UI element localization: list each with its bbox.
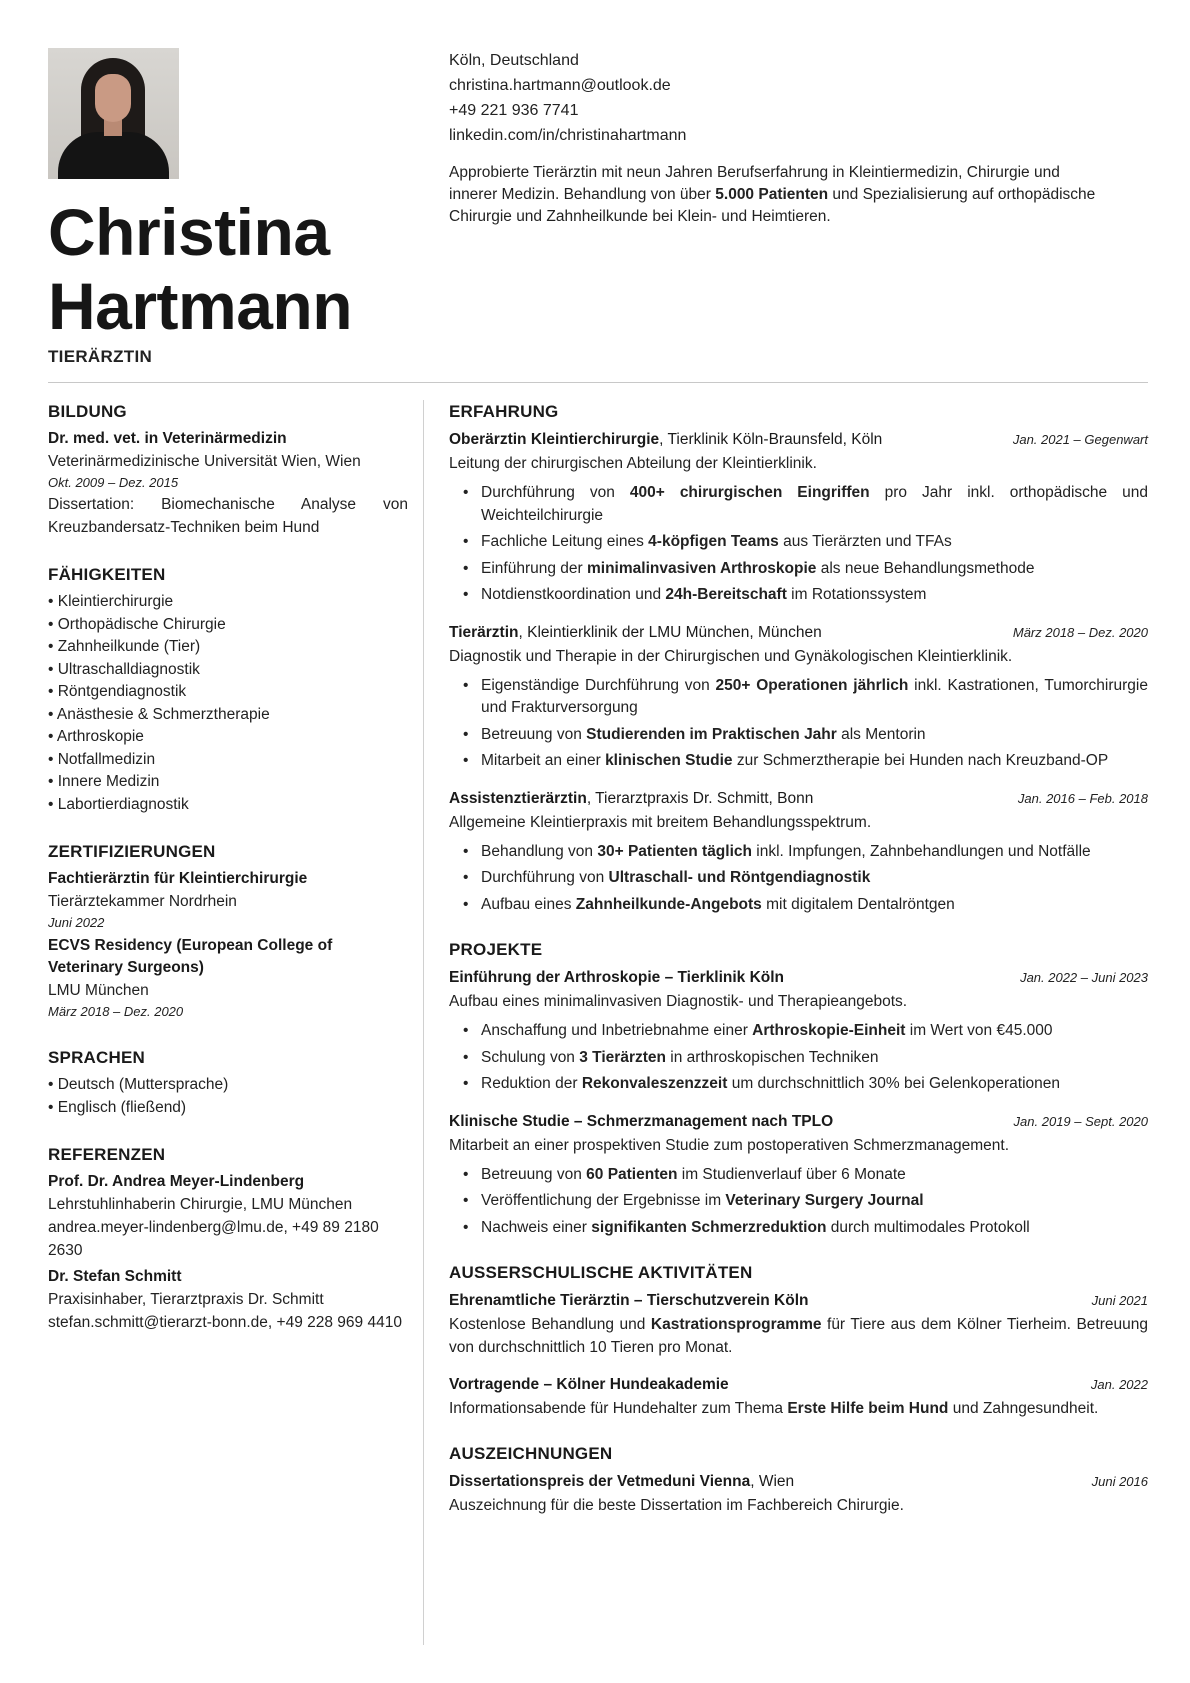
project-entries	[449, 966, 1148, 1239]
text-run: Aufbau eines	[481, 895, 576, 913]
bullet-item	[463, 894, 1148, 917]
bullet-item	[463, 531, 1148, 554]
entry-header	[449, 966, 1148, 990]
entry-bullets	[463, 841, 1148, 917]
entry-role: Tierärztin	[449, 623, 519, 641]
entry-title	[449, 1373, 729, 1397]
highlight-text: 5.000 Patienten	[715, 186, 829, 203]
entry-item	[449, 428, 1148, 607]
section-awards	[449, 1444, 1148, 1517]
entry-date: Juni 2016	[1091, 1474, 1148, 1489]
section-title: PROJEKTE	[449, 940, 543, 959]
header-right	[449, 48, 1149, 228]
entry-date: Juni 2021	[1091, 1293, 1148, 1308]
entry-date: Jan. 2019 – Sept. 2020	[1013, 1113, 1148, 1129]
text-run: für Tiere aus dem Kölner Tierheim. Betreuung von durchschnittlich 10 Tieren pro Monat.	[449, 1316, 1148, 1356]
entry-title	[449, 428, 882, 452]
left-column	[48, 402, 408, 1360]
text-run: Fachliche Leitung eines	[481, 533, 649, 550]
ref-role: Lehrstuhlinhaberin Chirurgie, LMU München	[48, 1196, 353, 1213]
text-run: Informationsabende für Hundehalter zum Thema	[449, 1400, 788, 1417]
highlight-text: Kastrationsprogramme	[650, 1316, 822, 1333]
section-title: AUSSERSCHULISCHE AKTIVITÄTEN	[449, 1263, 753, 1282]
entry-description: Auszeichnung für die beste Dissertation im Fachbereich Chirurgie.	[449, 1497, 904, 1514]
entry-header	[449, 621, 1148, 645]
entry-role: Vortragende – Kölner Hundeakademie	[449, 1376, 729, 1393]
entry-title	[449, 1289, 808, 1313]
highlight-text: klinischen Studie	[605, 752, 733, 769]
section-title: ZERTIFIZIERUNGEN	[48, 842, 216, 861]
entry-bullets	[463, 1164, 1148, 1240]
language-item: • Deutsch (Muttersprache)	[48, 1074, 408, 1097]
entry-header	[449, 1110, 1148, 1134]
entry-title	[449, 966, 784, 990]
entry-header	[449, 1373, 1148, 1397]
entry-header	[449, 1289, 1148, 1313]
text-run: Anschaffung und Inbetriebnahme einer	[481, 1022, 753, 1039]
cert-date: März 2018 – Dez. 2020	[48, 1004, 184, 1019]
text-run: als Mentorin	[836, 725, 926, 743]
entry-bullets	[463, 1020, 1148, 1096]
highlight-text: 24h-Bereitschaft	[665, 586, 787, 603]
text-run: Behandlung von	[481, 842, 598, 860]
bullet-item	[463, 482, 1148, 527]
entry-role: Einführung der Arthroskopie – Tierklinik Köln	[449, 969, 785, 986]
entry-description: Allgemeine Kleintierpraxis mit breitem Behandlungsspektrum.	[449, 813, 872, 831]
text-run: im Studienverlauf über 6 Monate	[677, 1165, 906, 1183]
section-title: REFERENZEN	[48, 1145, 166, 1164]
skill-item: • Innere Medizin	[48, 771, 408, 794]
section-title: BILDUNG	[48, 402, 127, 421]
entry-date: Jan. 2016 – Feb. 2018	[1017, 790, 1148, 806]
bullet-item	[463, 558, 1148, 581]
section-activities	[449, 1263, 1148, 1420]
cert-date: Juni 2022	[48, 915, 105, 930]
contact-location: Köln, Deutschland	[449, 52, 579, 69]
entry-date: Jan. 2021 – Gegenwart	[1012, 432, 1148, 447]
entry-header	[449, 428, 1148, 452]
profile-photo	[48, 48, 179, 179]
bullet-item	[463, 1047, 1148, 1070]
highlight-text: 60 Patienten	[586, 1165, 678, 1183]
activity-entries	[449, 1289, 1148, 1420]
entry-title	[449, 787, 813, 811]
name-line-1: Christina	[48, 195, 330, 269]
entry-item	[449, 1110, 1148, 1240]
ref-name: Prof. Dr. Andrea Meyer-Lindenberg	[48, 1173, 305, 1190]
highlight-text: 30+ Patienten täglich	[597, 842, 752, 860]
text-run: Notdienstkoordination und	[481, 586, 666, 603]
skills-list	[48, 591, 408, 816]
text-run: Approbierte Tierärztin mit neun Jahren Berufserfahrung in Kleintiermedizin, Chirurgie und innerer Medizin. Behandlung von über	[449, 164, 1060, 203]
entry-item	[449, 621, 1148, 773]
highlight-text: Zahnheilkunde-Angebots	[575, 895, 762, 913]
highlight-text: Rekonvaleszenzzeit	[581, 1075, 728, 1092]
ref-contact[interactable]: stefan.schmitt@tierarzt-bonn.de, +49 228 969 4410	[48, 1314, 402, 1331]
highlight-text: 3 Tierärzten	[579, 1048, 666, 1066]
text-run: im Rotationssystem	[786, 586, 927, 603]
certification-item	[48, 868, 408, 933]
name-line-2: Hartmann	[48, 269, 353, 343]
school: Veterinärmedizinische Universität Wien, Wien	[48, 453, 361, 470]
entry-item	[449, 1470, 1148, 1517]
entry-description	[449, 1397, 1148, 1420]
section-projects	[449, 940, 1148, 1239]
bullet-item	[463, 841, 1148, 864]
text-run: Nachweis einer	[481, 1218, 592, 1236]
entry-bullets	[463, 675, 1148, 773]
bullet-item	[463, 1217, 1148, 1240]
text-run: Kostenlose Behandlung und	[449, 1316, 651, 1333]
entry-role: Ehrenamtliche Tierärztin – Tierschutzverein Köln	[449, 1292, 809, 1309]
text-run: aus Tierärzten und TFAs	[778, 533, 952, 550]
ref-role: Praxisinhaber, Tierarztpraxis Dr. Schmitt	[48, 1291, 324, 1308]
text-run: Mitarbeit an einer	[481, 752, 606, 769]
text-run: in arthroskopischen Techniken	[665, 1048, 879, 1066]
text-run: Betreuung von	[481, 1165, 587, 1183]
skill-item: • Labortierdiagnostik	[48, 794, 408, 817]
entry-description: Aufbau eines minimalinvasiven Diagnostik- und Therapieangebots.	[449, 993, 908, 1010]
job-title: TIERÄRZTIN	[48, 347, 153, 366]
ref-contact[interactable]: andrea.meyer-lindenberg@lmu.de, +49 89 2180 2630	[48, 1219, 379, 1259]
text-run: Eigenständige Durchführung von	[481, 676, 716, 694]
section-skills	[48, 565, 408, 816]
contact-email[interactable]: christina.hartmann@outlook.de	[449, 77, 671, 94]
entry-role: Klinische Studie – Schmerzmanagement nach TPLO	[449, 1112, 834, 1130]
highlight-text: minimalinvasiven Arthroskopie	[587, 559, 817, 577]
bullet-item	[463, 724, 1148, 747]
section-title: SPRACHEN	[48, 1048, 146, 1067]
skill-item: • Orthopädische Chirurgie	[48, 614, 408, 637]
thesis: Dissertation: Biomechanische Analyse von Kreuzbandersatz-Techniken beim Hund	[48, 496, 408, 536]
entry-org: , Kleintierklinik der LMU München, München	[518, 623, 822, 641]
highlight-text: 250+ Operationen jährlich	[715, 676, 909, 694]
entry-date: Jan. 2022 – Juni 2023	[1020, 970, 1148, 985]
text-run: als neue Behandlungsmethode	[816, 559, 1035, 577]
certification-item	[48, 935, 408, 1022]
text-run: und Spezialisierung auf orthopädische Chirurgie und Zahnheilkunde bei Klein- und Heimtieren.	[449, 186, 1096, 225]
entry-org: , Wien	[750, 1473, 795, 1490]
skill-item: • Zahnheilkunde (Tier)	[48, 636, 408, 659]
bullet-item	[463, 1190, 1148, 1213]
entry-item	[449, 787, 1148, 917]
degree: Dr. med. vet. in Veterinärmedizin	[48, 430, 287, 447]
entry-description: Leitung der chirurgischen Abteilung der Kleintierklinik.	[449, 455, 817, 472]
bullet-item	[463, 1164, 1148, 1187]
text-run: im Wert von €45.000	[905, 1022, 1053, 1039]
section-title: ERFAHRUNG	[449, 402, 559, 421]
text-run: um durchschnittlich 30% bei Gelenkoperationen	[727, 1075, 1060, 1092]
header-divider	[48, 382, 1148, 383]
column-divider	[423, 400, 424, 1645]
highlight-text: Arthroskopie-Einheit	[752, 1022, 906, 1039]
section-title: AUSZEICHNUNGEN	[449, 1444, 613, 1463]
text-run: inkl. Kastrationen, Tumorchirurgie und Frakturversorgung	[481, 676, 1148, 716]
bullet-item	[463, 867, 1148, 890]
entry-description: Diagnostik und Therapie in der Chirurgischen und Gynäkologischen Kleintierklinik.	[449, 647, 1013, 665]
section-languages	[48, 1048, 408, 1119]
skill-item: • Kleintierchirurgie	[48, 591, 408, 614]
entry-title	[449, 621, 822, 645]
right-column	[449, 402, 1148, 1541]
text-run: inkl. Impfungen, Zahnbehandlungen und Notfälle	[751, 842, 1091, 860]
text-run: zur Schmerztherapie bei Hunden nach Kreuzband-OP	[732, 752, 1109, 769]
candidate-name	[48, 195, 428, 343]
entry-role: Assistenztierärztin	[449, 789, 587, 807]
skill-item: • Röntgendiagnostik	[48, 681, 408, 704]
entry-role: Dissertationspreis der Vetmeduni Vienna	[449, 1473, 751, 1490]
profile-summary	[449, 162, 1109, 228]
header-left	[48, 48, 428, 367]
bullet-item	[463, 675, 1148, 720]
entry-item	[449, 1373, 1148, 1420]
section-certifications	[48, 842, 408, 1022]
text-run: Reduktion der	[481, 1075, 582, 1092]
highlight-text: Studierenden im Praktischen Jahr	[586, 725, 837, 743]
text-run: Veröffentlichung der Ergebnisse im	[481, 1192, 726, 1209]
text-run: und Zahngesundheit.	[948, 1400, 1099, 1417]
skill-item: • Anästhesie & Schmerztherapie	[48, 704, 408, 727]
highlight-text: 400+ chirurgischen Eingriffen	[629, 484, 870, 501]
entry-description	[449, 1313, 1148, 1359]
text-run: Schulung von	[481, 1048, 580, 1066]
skill-item: • Arthroskopie	[48, 726, 408, 749]
highlight-text: 4-köpfigen Teams	[648, 533, 779, 550]
text-run: pro Jahr inkl. orthopädische und Weichteilchirurgie	[481, 484, 1148, 524]
cert-org: Tierärztekammer Nordrhein	[48, 893, 237, 910]
text-run: Betreuung von	[481, 725, 587, 743]
cert-name: ECVS Residency (European College of Veterinary Surgeons)	[48, 937, 333, 976]
skill-item: • Ultraschalldiagnostik	[48, 659, 408, 682]
cert-name: Fachtierärztin für Kleintierchirurgie	[48, 870, 308, 887]
text-run: Durchführung von	[481, 484, 630, 501]
section-references	[48, 1145, 408, 1334]
highlight-text: Ultraschall- und Röntgendiagnostik	[608, 869, 871, 886]
text-run: durch multimodales Protokoll	[826, 1218, 1030, 1236]
section-title: FÄHIGKEITEN	[48, 565, 166, 584]
entry-item	[449, 1289, 1148, 1359]
education-dates: Okt. 2009 – Dez. 2015	[48, 475, 179, 490]
reference-item	[48, 1171, 408, 1262]
bullet-item	[463, 750, 1148, 773]
skill-item: • Notfallmedizin	[48, 749, 408, 772]
bullet-item	[463, 1020, 1148, 1043]
highlight-text: Erste Hilfe beim Hund	[787, 1400, 949, 1417]
entry-title	[449, 1110, 833, 1134]
contact-phone[interactable]: +49 221 936 7741	[449, 102, 579, 119]
languages-list	[48, 1074, 408, 1119]
entry-date: März 2018 – Dez. 2020	[1012, 624, 1148, 640]
award-entries	[449, 1470, 1148, 1517]
entry-title	[449, 1470, 794, 1494]
language-item: • Englisch (fließend)	[48, 1097, 408, 1120]
highlight-text: Veterinary Surgery Journal	[725, 1192, 924, 1209]
bullet-item	[463, 584, 1148, 607]
contact-linkedin[interactable]: linkedin.com/in/christinahartmann	[449, 127, 687, 144]
entry-date: Jan. 2022	[1090, 1377, 1148, 1392]
entry-header	[449, 787, 1148, 811]
text-run: Einführung der	[481, 559, 587, 577]
text-run: mit digitalem Dentalröntgen	[761, 895, 955, 913]
ref-name: Dr. Stefan Schmitt	[48, 1268, 182, 1285]
entry-description: Mitarbeit an einer prospektiven Studie zum postoperativen Schmerzmanagement.	[449, 1136, 1010, 1154]
entry-item	[449, 966, 1148, 1096]
reference-item	[48, 1266, 408, 1334]
highlight-text: signifikanten Schmerzreduktion	[591, 1218, 827, 1236]
text-run: Durchführung von	[481, 869, 609, 886]
entry-header	[449, 1470, 1148, 1494]
cert-org: LMU München	[48, 982, 149, 999]
entry-org: , Tierarztpraxis Dr. Schmitt, Bonn	[586, 789, 814, 807]
experience-entries	[449, 428, 1148, 916]
entry-role: Oberärztin Kleintierchirurgie	[449, 431, 660, 448]
section-experience	[449, 402, 1148, 916]
entry-org: , Tierklinik Köln-Braunsfeld, Köln	[659, 431, 883, 448]
section-education	[48, 402, 408, 539]
entry-bullets	[463, 482, 1148, 607]
bullet-item	[463, 1073, 1148, 1096]
